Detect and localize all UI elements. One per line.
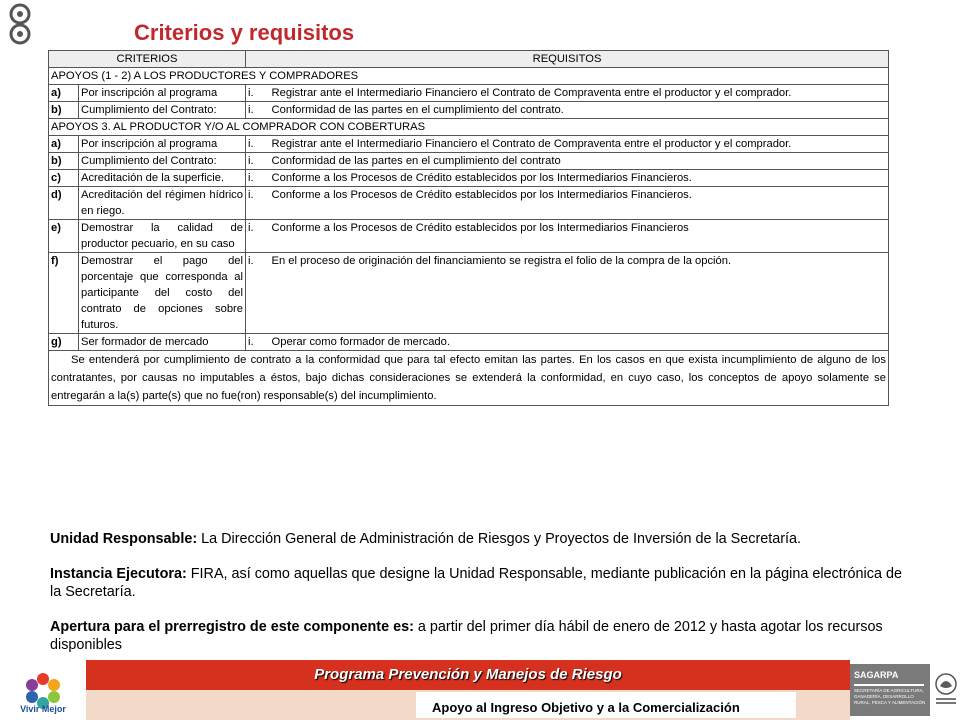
program-band [86,660,850,690]
header-criterios: CRITERIOS [49,51,246,68]
requirement-number: i. [246,220,270,253]
sagarpa-description: SECRETARÍA DE AGRICULTURA, GANADERÍA, DESARROLLO RURAL, PESCA Y ALIMENTACIÓN [854,688,926,705]
program-subtitle: Apoyo al Ingreso Objetivo y a la Comercialización [432,700,740,715]
apertura-label: Apertura para el prerregistro de este componente es: [50,619,414,635]
section-heading [49,68,889,85]
vivir-mejor-logo [0,660,88,720]
table-header [49,51,889,68]
table-row [49,85,889,102]
requirement-number: i. [246,187,270,220]
criterion-text: Demostrar la calidad de productor pecuario, en su caso [79,220,246,253]
criterion-text: Demostrar el pago del porcentaje que corresponda al participante del costo del contrato de opciones sobre futuros. [79,253,246,334]
section-title: APOYOS (1 - 2) A LOS PRODUCTORES Y COMPRADORES [51,70,359,82]
criterion-letter: f) [49,253,79,334]
instancia-text: FIRA, así como aquellas que designe la Unidad Responsable, mediante publicación en la página electrónica de la Secretaría. [50,566,902,600]
criterion-letter: b) [49,102,79,119]
table-row [49,334,889,351]
table-row [49,220,889,253]
unidad-paragraph [50,530,910,548]
header-requisitos: REQUISITOS [246,51,889,68]
body-text [50,530,910,671]
requirement-number: i. [246,170,270,187]
section-title: APOYOS 3. AL PRODUCTOR Y/O AL COMPRADOR CON COBERTURAS [51,121,426,133]
requirement-number: i. [246,253,270,334]
requirement-text: Registrar ante el Intermediario Financiero el Contrato de Compraventa entre el productor y el comprador. [270,136,889,153]
criterion-text: Por inscripción al programa [79,136,246,153]
instancia-label: Instancia Ejecutora: [50,566,187,582]
requirement-number: i. [246,334,270,351]
table-row [49,102,889,119]
apertura-paragraph [50,618,910,654]
requirement-text: Registrar ante el Intermediario Financiero el Contrato de Compraventa entre el productor y el comprador. [270,85,889,102]
requirement-number: i. [246,85,270,102]
requirement-number: i. [246,136,270,153]
criterion-letter: c) [49,170,79,187]
requirement-text: Conforme a los Procesos de Crédito establecidos por los Intermediarios Financieros. [270,170,889,187]
criterion-letter: b) [49,153,79,170]
vivir-mejor-label: Vivir Mejor [20,704,66,714]
criterion-text: Por inscripción al programa [79,85,246,102]
table-row [49,170,889,187]
criterion-letter: a) [49,136,79,153]
requirement-text: Operar como formador de mercado. [270,334,889,351]
criterion-text: Cumplimiento del Contrato: [79,153,246,170]
criteria-table [48,50,889,406]
page-title: Criterios y requisitos [134,20,355,45]
section-heading [49,119,889,136]
table-row [49,187,889,220]
criterion-text: Acreditación de la superficie. [79,170,246,187]
sagarpa-label: SAGARPA [854,670,899,680]
unidad-text: La Dirección General de Administración de Riesgos y Proyectos de Inversión de la Secretaría. [197,531,802,547]
mexico-shield-icon [934,668,958,714]
table-note: Se entenderá por cumplimiento de contrato a la conformidad que para tal efecto emitan las partes. En los casos en que exista incumplimiento de alguno de los contratantes, por causas no imputables a éstos, bajo dichas consideraciones se extenderá la conformidad, en cuyo caso, los conceptos de apoyo solamente se entregarán a la(s) parte(s) que no fue(ron) responsable(s) del incumplimiento. [49,351,889,406]
table-row [49,253,889,334]
table-note-row [49,351,889,406]
requirement-number: i. [246,153,270,170]
criterion-text: Ser formador de mercado [79,334,246,351]
requirement-number: i. [246,102,270,119]
table-row [49,153,889,170]
apertura-text: a partir del primer día hábil de enero de 2012 y hasta agotar los recursos disponibles [50,619,883,653]
instancia-paragraph [50,565,910,601]
requirement-text: Conformidad de las partes en el cumplimiento del contrato [270,153,889,170]
requirement-text: En el proceso de originación del financiamiento se registra el folio de la compra de la opción. [270,253,889,334]
requirement-text: Conforme a los Procesos de Crédito establecidos por los Intermediarios Financieros [270,220,889,253]
criterion-letter: g) [49,334,79,351]
criterion-letter: a) [49,85,79,102]
requirement-text: Conforme a los Procesos de Crédito establecidos por los Intermediarios Financieros. [270,187,889,220]
criterion-letter: d) [49,187,79,220]
sagarpa-logo [850,660,960,720]
criterion-letter: e) [49,220,79,253]
emblem-logo-icon [2,2,38,46]
program-title: Programa Prevención y Manejos de Riesgo [314,666,622,683]
unidad-label: Unidad Responsable: [50,531,198,547]
footer [0,660,960,720]
table-row [49,136,889,153]
criterion-text: Acreditación del régimen hídrico en riego. [79,187,246,220]
requirement-text: Conformidad de las partes en el cumplimiento del contrato. [270,102,889,119]
criterion-text: Cumplimiento del Contrato: [79,102,246,119]
